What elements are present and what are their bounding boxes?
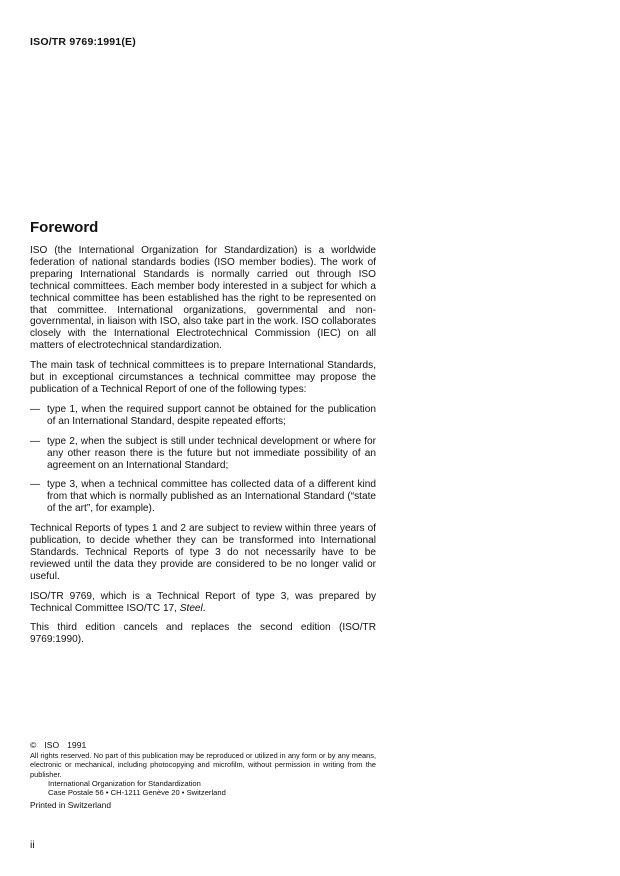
foreword-paragraph-4: [30, 591, 376, 615]
foreword-body: [30, 245, 376, 654]
list-item: [30, 404, 376, 428]
dash-marker: —: [30, 435, 41, 447]
page-number: ii: [30, 839, 35, 851]
foreword-paragraph-3: Technical Reports of types 1 and 2 are subject to review within three years of publication, to decide whether they can be transformed into International Standards. Technical Reports of type 3 do not necessarily have to be reviewed until the data they provide are considered to be no longer valid or useful.: [30, 523, 376, 582]
document-id: ISO/TR 9769:1991(E): [30, 36, 136, 48]
address-line: Case Postale 56 • CH-1211 Genève 20 • Switzerland: [48, 788, 226, 798]
list-item-text: type 1, when the required support cannot be obtained for the publication of an International Standard, despite repeated efforts;: [47, 403, 376, 427]
address-line: International Organization for Standardization: [48, 778, 201, 788]
committee-name: Steel: [179, 602, 203, 614]
list-item-text: type 2, when the subject is still under technical development or where for any other reason there is the future but not immediate possibility of an agreement on an International Standard;: [47, 435, 376, 471]
dash-marker: —: [30, 403, 41, 415]
copyright-line: [30, 741, 376, 750]
publisher-address: [30, 779, 376, 798]
dash-marker: —: [30, 479, 41, 491]
list-item: [30, 479, 376, 515]
rights-notice: All rights reserved. No part of this publication may be reproduced or utilized in any form or by any means, electronic or mechanical, including photocopying and microfilm, without permission in writing from the publisher.: [30, 751, 376, 779]
foreword-paragraph-5: This third edition cancels and replaces the second edition (ISO/TR 9769:1990).: [30, 622, 376, 646]
list-item-text: type 3, when a technical committee has collected data of a different kind from that which is normally published as an International Standard (“state of the art”, for example).: [47, 479, 376, 515]
printed-in: Printed in Switzerland: [30, 800, 111, 811]
copyright-org: ISO: [44, 740, 60, 750]
foreword-title: Foreword: [30, 219, 99, 236]
paragraph-4-end: .: [202, 602, 206, 614]
list-item: [30, 436, 376, 472]
foreword-paragraph-1: ISO (the International Organization for Standardization) is a worldwide federation of national standards bodies (ISO member bodies). The work of preparing International Standards is normally carried out through ISO technical committees. Each member body interested in a subject for which a technical committee has been established has the right to be represented on that committee. International organizations, governmental and non-governmental, in liaison with ISO, also take part in the work. ISO collaborates closely with the International Electrotechnical Commission (IEC) on all matters of electrotechnical standardization.: [30, 245, 376, 352]
paragraph-4-text: ISO/TR 9769, which is a Technical Report of type 3, was prepared by Technical Committee ISO/TC 17,: [30, 590, 376, 614]
copyright-year: 1991: [67, 740, 87, 750]
foreword-paragraph-2: The main task of technical committees is to prepare International Standards, but in exceptional circumstances a technical committee may propose the publication of a Technical Report of one of the following types:: [30, 360, 376, 395]
copyright-block: [30, 741, 376, 811]
copyright-icon: ©: [30, 740, 37, 750]
report-type-list: [30, 404, 376, 515]
